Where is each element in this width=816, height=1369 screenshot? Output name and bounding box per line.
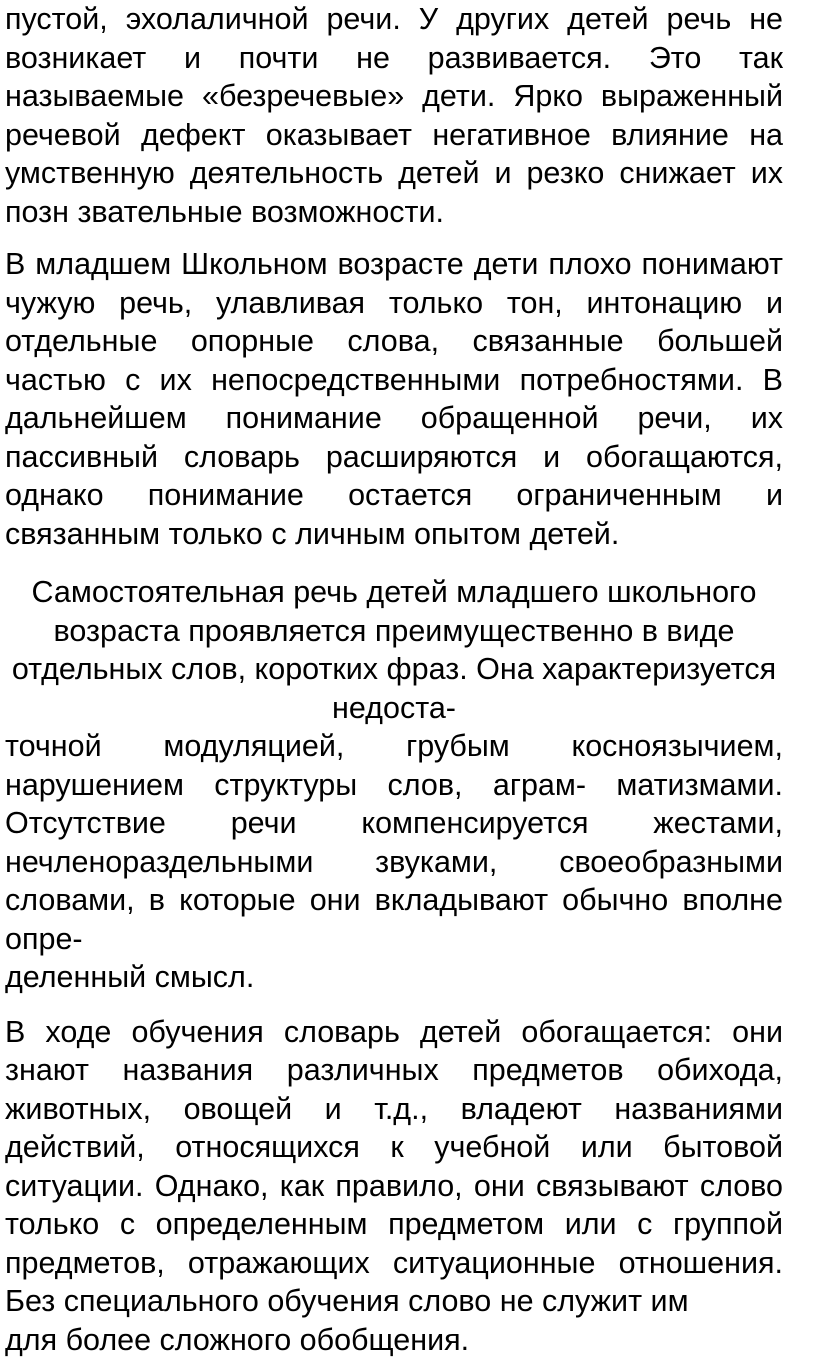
text-line: дальнейшем понимание обращенной речи, их <box>5 401 783 435</box>
text-line: связанным только с личным опытом детей. <box>5 516 620 551</box>
text-line: отдельные опорные слова, связанные большей <box>5 324 783 358</box>
text-line: ситуации. Однако, как правило, они связывают слово <box>5 1168 783 1203</box>
text-line: предметов, отражающих ситуационные отношения. <box>5 1245 783 1280</box>
text-line: частью с их непосредственными потребностями. В <box>5 362 783 397</box>
text-line: пассивный словарь расширяются и обогащаются, <box>5 439 783 474</box>
text-line: отдельных слов, коротких фраз. Она характеризуется <box>11 652 777 686</box>
text-line: Без специального обучения слово не служит им <box>5 1284 689 1318</box>
text-line: чужую речь, улавливая только тон, интонацию и <box>5 285 783 320</box>
text-line: возникает и почти не развивается. Это так <box>5 40 783 75</box>
text-line: пустой, эхолаличной речи. У других детей речь не <box>5 2 783 36</box>
document-page <box>5 0 783 1359</box>
text-line: знают названия различных предметов обихода, <box>5 1053 783 1087</box>
text-line: Самостоятельная речь детей младшего школьного <box>31 575 757 609</box>
text-line: речевой дефект оказывает негативное влияние на <box>5 117 783 152</box>
text-line: только с определенным предметом или с группой <box>5 1207 783 1241</box>
paragraph-2 <box>5 245 783 553</box>
text-line: для более сложного обобщения. <box>5 1322 470 1357</box>
text-line: точной модуляцией, грубым косноязычием, <box>5 729 783 763</box>
text-line: действий, относящихся к учебной или бытовой <box>5 1130 783 1164</box>
paragraph-1 <box>5 0 783 231</box>
text-line: умственную деятельность детей и резко снижает их <box>5 156 783 190</box>
paragraph-4 <box>5 1013 783 1360</box>
text-line: словами, в которые они вкладывают обычно вполне <box>5 883 783 917</box>
text-line: позн звательные возможности. <box>5 194 445 229</box>
text-line: опре- <box>5 921 83 956</box>
text-line: возраста проявляется преимущественно в виде <box>53 613 735 648</box>
text-line: недоста- <box>332 690 456 725</box>
text-line: В ходе обучения словарь детей обогащается: они <box>5 1014 783 1049</box>
text-line: животных, овощей и т.д., владеют названиями <box>5 1091 783 1126</box>
text-line: называемые «безречевые» дети. Ярко выраженный <box>5 79 783 113</box>
text-line: однако понимание остается ограниченным и <box>5 478 783 512</box>
text-line: нарушением структуры слов, аграм- матизмами. <box>5 767 783 802</box>
text-line: нечленораздельными звуками, своеобразными <box>5 844 783 879</box>
text-line: В младшем Школьном возрасте дети плохо понимают <box>5 247 783 281</box>
text-line: Отсутствие речи компенсируется жестами, <box>5 806 783 840</box>
text-line: деленный смысл. <box>5 960 255 994</box>
paragraph-3 <box>5 573 783 997</box>
